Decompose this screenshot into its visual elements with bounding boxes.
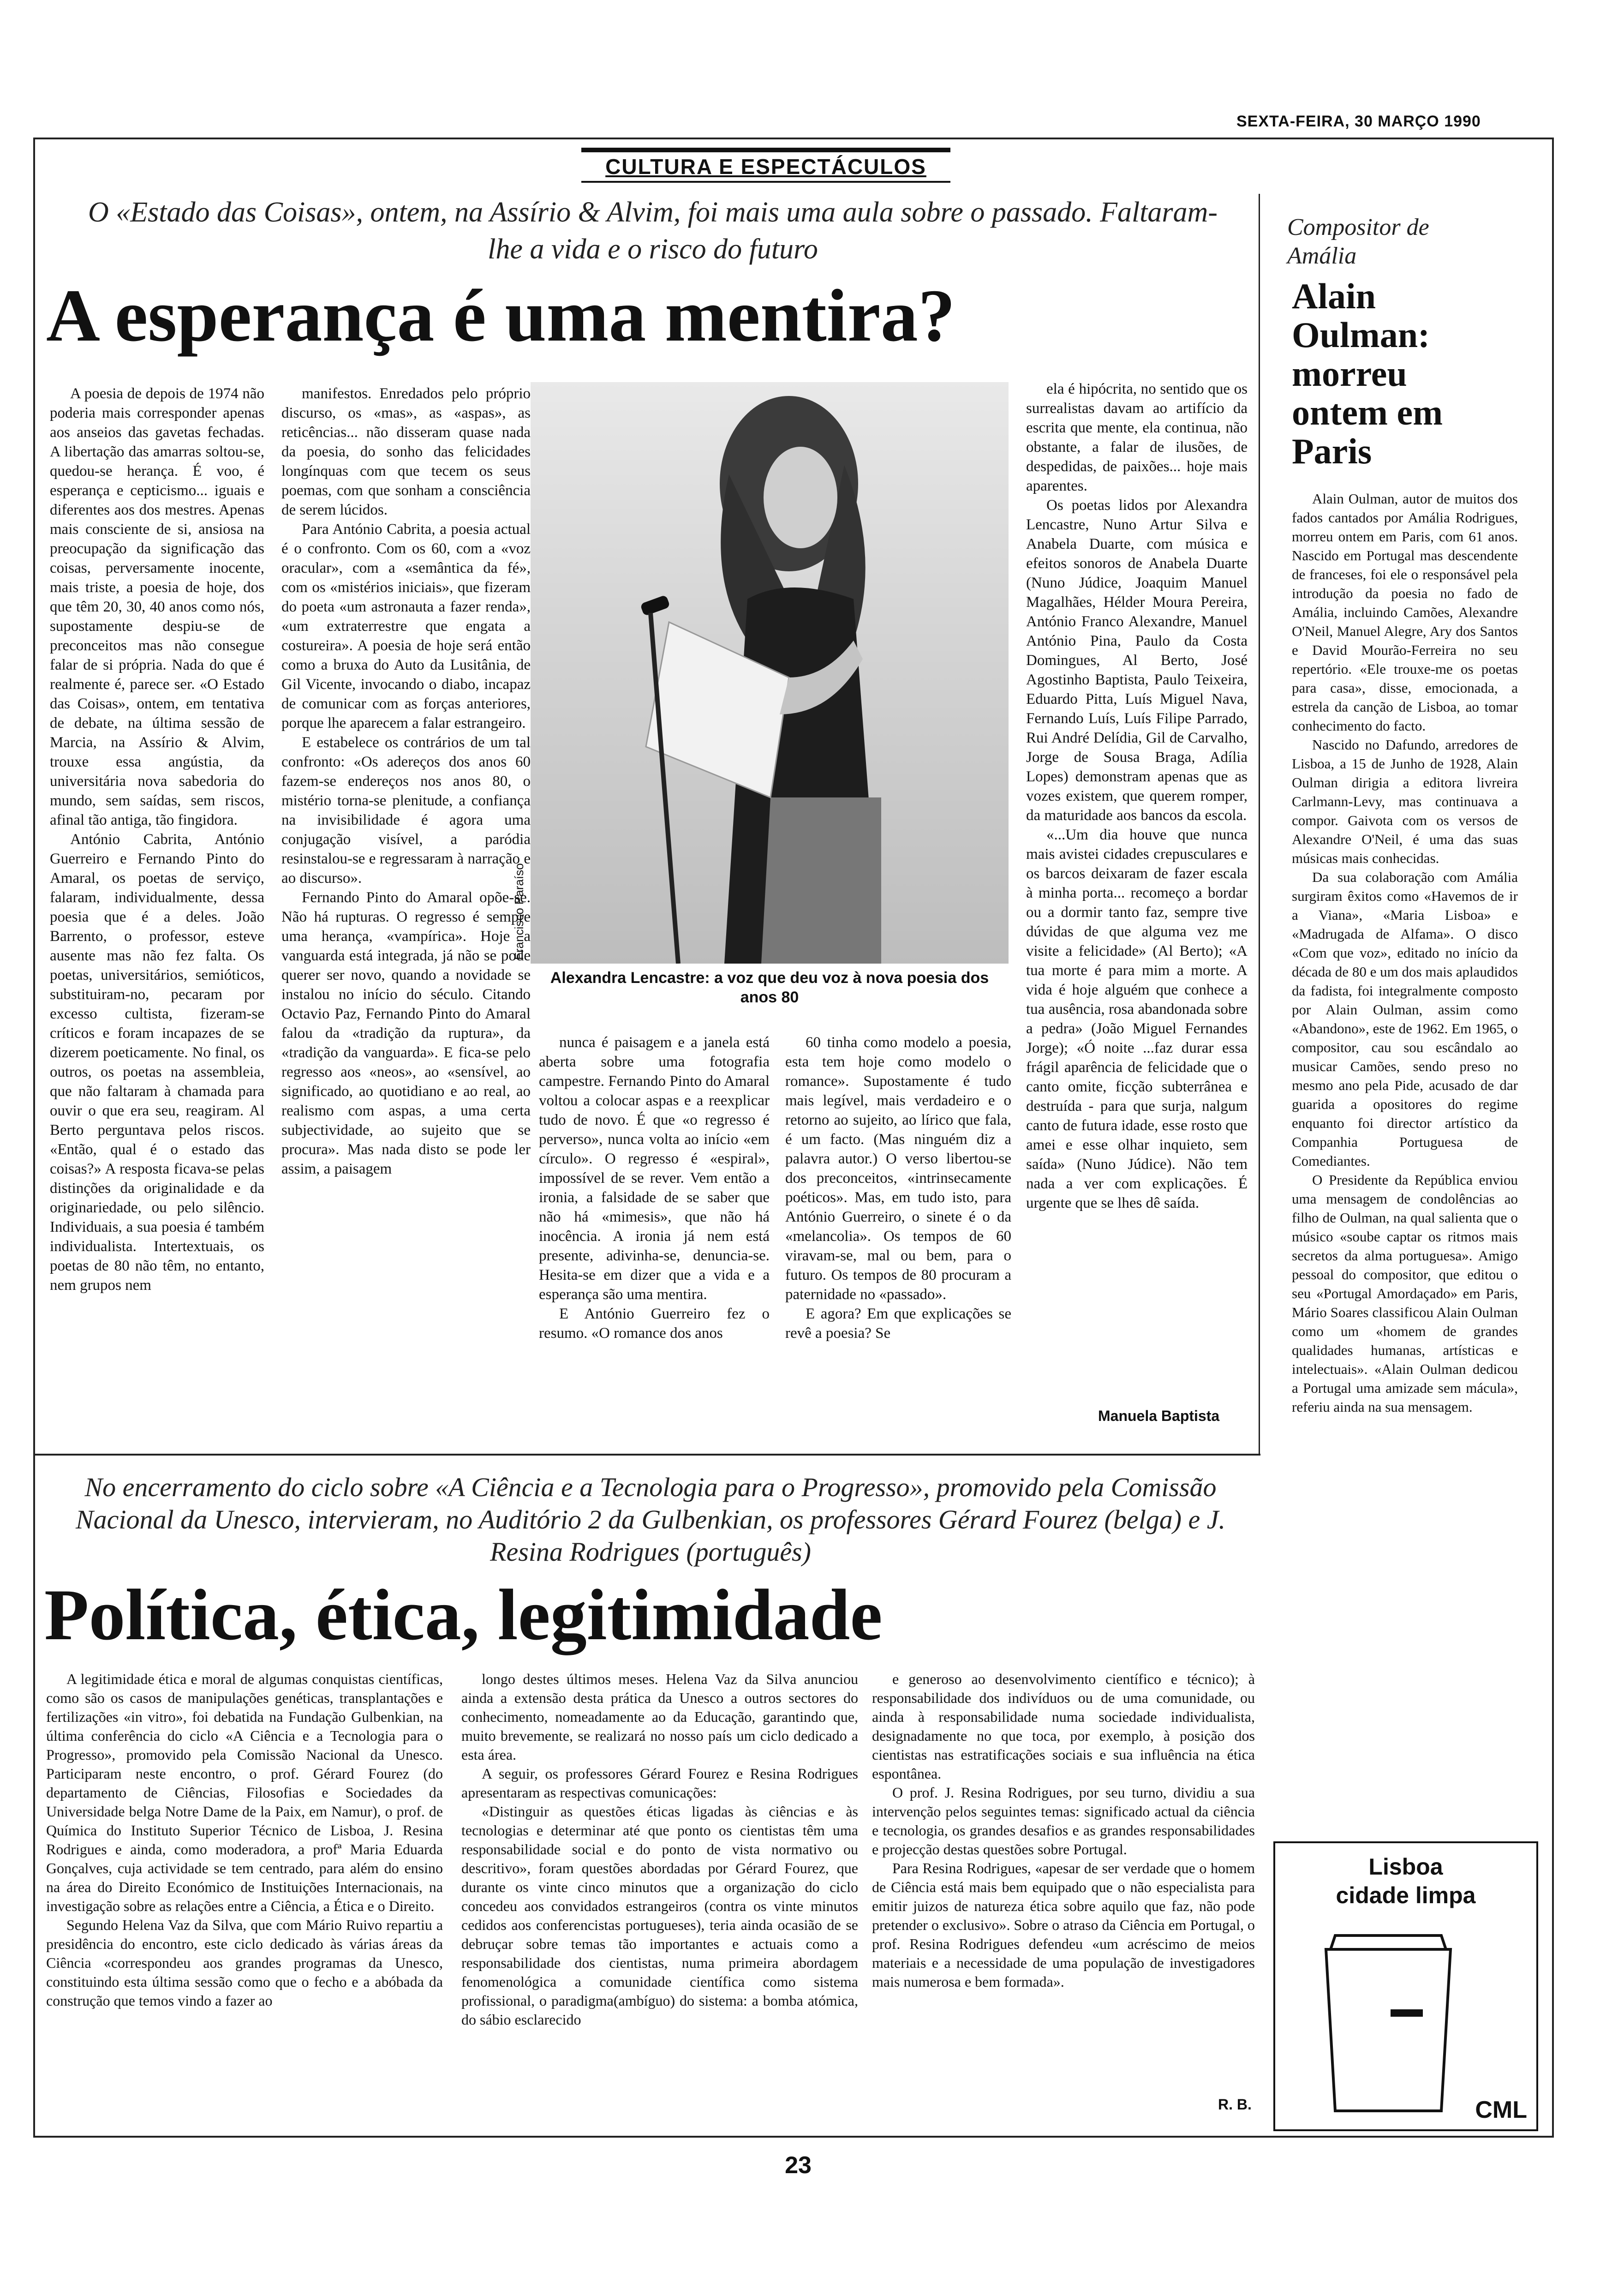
paragraph: nunca é paisagem e a janela está aberta sobre uma fotografia campestre. Fernando Pinto do Amaral voltou a colocar aspas e a reexplicar tudo de novo. É que «o regresso é perverso», nunca volta ao início «em círculo». O regresso é «espiral», impossível de se rever. Vem então a ironia, a falsidade de se saber que não há «mimesis», que não há inocência. A ironia já nem está presente, adivinha-se, denuncia-se. Hesita-se em dizer que a vida e a esperança são uma mentira. (539, 1034, 770, 1303)
paragraph: E António Guerreiro fez o resumo. «O romance dos anos (539, 1306, 770, 1342)
paragraph: António Cabrita, António Guerreiro e Fernando Pinto do Amaral, os poetas de serviço, falaram, individualmente, dessa poesia que é a deles. João Barrento, o professor, esteve ausente mas não fez falta. Os poetas, universitários, semióticos, substituiram-no, pecaram por excesso cultista, fizeram-se críticos e foram incapazes de se dizerem poeticamente. No final, os outros, os poetas na assembleia, que não faltaram à chamada para ouvir o que era seu, reagiram. Al Berto perguntava pelos riscos. «Então, qual é o estado das coisas?» A resposta ficava-se pelas distinções da originalidade e da originariedade, ou pelo silêncio. Individuais, a sua poesia é também individualista. Intertextuais, os poetas de 80 não têm, no entanto, nem grupos nem (50, 831, 264, 1294)
paragraph: «...Um dia houve que nunca mais avistei cidades crepusculares e os barcos deixaram de fazer escala à minha porta... recomeço a bordar ou a dormir tanto faz, sempre tive dúvidas de que alguma vez me visite a felicidade» (Al Berto); «A tua morte é para mim a morte. A vida é hoje alguém que conhece a tua ausência, rosa abandonada sobre a pedra» (João Miguel Fernandes Jorge); «Ó noite ...faz durar essa frágil aparência de felicidade que o canto omite, ficção subterrânea e destruída - para que surja, nalgum canto de futura idade, esse rosto que amei e esse olhar inquieto, sem saída» (Nuno Júdice). Não tem nada a ver com explicações. É urgente que se lhes dê saída. (1026, 827, 1248, 1211)
paragraph: Nascido no Dafundo, arredores de Lisboa, a 15 de Junho de 1928, Alain Oulman dirigia a editora livreira Carlmann-Levy, mas continuava a compor. Gaivota com os versos de Alexandre O'Neil, é uma das suas músicas mais conhecidas. (1292, 737, 1518, 866)
article1-deck: O «Estado das Coisas», ontem, na Assírio & Alvim, foi mais uma aula sobre o passado. Faltaram-lhe a vida e o risco do futuro (88, 197, 1218, 265)
paragraph: Alain Oulman, autor de muitos dos fados cantados por Amália Rodrigues, morreu ontem em Paris, com 61 anos. Nascido em Portugal mas descendente de franceses, foi ele o responsável pela introdução da poesia no fado de Amália, incluindo Camões, Alexandre O'Neil, Manuel Alegre, Ary dos Santos e David Mourão-Ferreira no seu repertório. «Ele trouxe-me os poetas para casa», disse, emocionada, a estrela da canção de Lisboa, ao tomar conhecimento do facto. (1292, 491, 1518, 734)
page-date: SEXTA-FEIRA, 30 MARÇO 1990 (1236, 113, 1481, 130)
photo-credit-text: Francisco Paraíso (512, 863, 526, 960)
article2-headline: Política, ética, legitimidade (44, 1575, 883, 1655)
article1-column-1 (50, 384, 264, 1450)
paragraph: «Distinguir as questões éticas ligadas às ciências e às tecnologias e determinar até que ponto os cientistas têm uma responsabilidade social e do ponto de vista normativo ou descritivo», foram questões abordadas por Gérard Fourez, que durante os vinte cinco minutos que a organização do ciclo concedeu aos convidados estrangeiros (contra os vinte minutos cedidos aos conferencistas portugueses), teria ainda ocasião de se debruçar sobre temas tão importantes e actuais como a responsabilidade dos cientistas, numa primeira abordagem fenomenológica a comunidade científica como sistema profissional, o paradigma(ambíguo) do sistema: a bomba atómica, do sábio esclarecido (461, 1803, 858, 2028)
paragraph: Fernando Pinto do Amaral opõe-se. Não há rupturas. O regresso é sempre uma herança, «vampírica». Hoje a vanguarda está integrada, já não se pode querer ser novo, quando a novidade se instalou no início do século. Citando Octavio Paz, Fernando Pinto do Amaral falou da «tradição da ruptura», da «tradição da vanguarda». E fica-se pelo regresso aos «neos», ao «sensível, ao significado, ao quotidiano e ao real, ao realismo com aspas, a uma certa subjectividade, ao sujeito que se procura». Mas nada disto se pode ler assim, a paisagem (281, 889, 531, 1177)
article1-column-5 (1026, 379, 1248, 1376)
paragraph: 60 tinha como modelo a poesia, esta tem hoje como modelo o romance». Supostamente é tudo mais legível, mais verdadeiro e o retorno ao sujeito, ao lírico que fala, é um facto. (Mas ninguém diz a palavra autor.) O verso libertou-se dos preconceitos, «intrinsecamente poéticos». Mas, em tudo isto, para António Guerreiro, o sinete é o da «melancolia». Os tempos de 60 viravam-se, mal ou bem, para o futuro. Os tempos de 80 procuram a paternidade no «passado». (785, 1034, 1011, 1303)
ad-line-1: Lisboa (1368, 1854, 1443, 1880)
ad-line-2: cidade limpa (1336, 1882, 1476, 1908)
paragraph: e generoso ao desenvolvimento científico e técnico); à responsabilidade dos indivíduos ou de uma comunidade, ou ainda à responsabilidade numa sociedade individualista, designadamente no que toca, por exemplo, à posição dos cientistas nas estratificações sociais e sua influência na ética espontânea. (872, 1671, 1255, 1782)
sidebar-body (1292, 489, 1518, 1828)
paragraph: A legitimidade ética e moral de algumas conquistas científicas, como são os casos de manipulações genéticas, transplantações e fertilizações «in vitro», foi debatida na Fundação Gulbenkian, na última conferência do ciclo «A Ciência e a Tecnologia para o Progresso», promovido pela Comissão Nacional da Unesco. Participaram neste encontro, o prof. Gérard Fourez (do departamento de Ciências, Filosofias e Sociedades da Universidade belga Notre Dame de la Paix, em Namur), o prof. de Química do Instituto Superior Técnico de Lisboa, J. Resina Rodrigues e ainda, como moderadora, a profª Maria Eduarda Gonçalves, cuja actividade se tem centrado, para além do ensino na área do Direito Económico de Instituições Internacionais, na investigação sobre as relações entre a Ciência, a Ética e o Direito. (46, 1671, 443, 1914)
article2-column-1 (46, 1670, 443, 2127)
article2-author: R. B. (1218, 2096, 1252, 2113)
paragraph: O Presidente da República enviou uma mensagem de condolências ao filho de Oulman, na qual salienta que o músico «soube captar os ritmos mais secretos da alma portuguesa». Amigo pessoal do compositor, que editou o seu «Portugal Amordaçado» em Paris, Mário Soares classificou Alain Oulman como um «homem de grandes qualidades humanas, artísticas e intelectuais». «Alain Oulman dedicou a Portugal uma amizade sem mácula», referiu ainda na sua mensagem. (1292, 1172, 1518, 1415)
top-rule (33, 138, 1554, 139)
waste-bin-icon (1308, 1922, 1474, 2115)
page-number (752, 2151, 844, 2179)
paragraph: Segundo Helena Vaz da Silva, que com Mário Ruivo repartiu a presidência do encontro, este ciclo dedicado às várias áreas da Ciência «correspondeu aos grandes programas da Unesco, constituindo esta última sessão como que o fecho e a abóbada da construção que temos vindo a fazer ao (46, 1917, 443, 2009)
paragraph: manifestos. Enredados pelo próprio discurso, os «mas», as «aspas», as reticências... não disseram quase nada da poesia, do sonho das felicidades longínquas com que tecem os seus poemas, com que sonham a consciência de serem lúcidos. (281, 385, 531, 518)
woman-reading-illustration (531, 382, 1009, 964)
article2-deck: No encerramento do ciclo sobre «A Ciência e a Tecnologia para o Progresso», promovido pela Comissão Nacional da Unesco, intervieram, no Auditório 2 da Gulbenkian, os professores Gérard Fourez (belga) e J. Resina Rodrigues (português) (75, 1472, 1226, 1567)
cml-logo: CML (1475, 2097, 1527, 2123)
sidebar-divider (1259, 194, 1260, 1454)
article-separator (33, 1454, 1260, 1456)
lisboa-cidade-limpa-ad (1273, 1841, 1538, 2131)
paragraph: A seguir, os professores Gérard Fourez e Resina Rodrigues apresentaram as respectivas comunicações: (461, 1765, 858, 1801)
article1-photo (531, 382, 1009, 964)
paragraph: ela é hipócrita, no sentido que os surrealistas davam ao artifício da escrita que mente, ela continua, não obstante, a falar de ilusões, de despedidas, de paixões... hoje mais aparentes. (1026, 381, 1248, 494)
photo-caption: Alexandra Lencastre: a voz que deu voz à nova poesia dos anos 80 (550, 969, 989, 1006)
article2-column-3 (872, 1670, 1255, 2099)
left-rule (33, 138, 35, 2136)
paragraph: Da sua colaboração com Amália surgiram êxitos como «Havemos de ir a Viana», «Maria Lisboa» e «Madrugada de Alfama». O disco «Com que voz», editado no início da década de 80 e um dos mais aplaudidos da fadista, foi integralmente composto por Alain Oulman, assim como «Abandono», este de 1962. Em 1965, o compositor, cau sou escândalo ao musicar Camões, sendo preso no mesmo ano pela Pide, acusado de dar guarida a opositores do regime enquanto foi director artístico da Companhia Portuguesa de Comediantes. (1292, 869, 1518, 1169)
paragraph: Para Resina Rodrigues, «apesar de ser verdade que o homem de Ciência está mais bem equipado que o não especialista para emitir juizos de natureza ética sobre aquilo que faz, não pode pretender o exclusivo». Sobre o atraso da Ciência em Portugal, o prof. Resina Rodrigues defendeu «um acréscimo de meios materiais e a necessidade de uma população de investigadores mais numerosa e bem formada». (872, 1860, 1255, 1990)
article2-column-2 (461, 1670, 858, 2127)
section-tag (581, 148, 950, 183)
photo-credit (512, 840, 531, 960)
article1-column-4 (785, 1033, 1011, 1448)
right-rule (1552, 138, 1554, 2136)
paragraph: A poesia de depois de 1974 não poderia mais corresponder apenas aos anseios das gavetas fechadas. A libertação das amarras soltou-se, quedou-se herança. É voo, é esperança e cepticismo... iguais e diferentes aos dos mestres. Apenas mais consciente de si, ansiosa na preocupação da significação das coisas, perversamente inocente, mais triste, a poesia de hoje, dos que têm 20, 30, 40 anos como nós, supostamente despiu-se de preconceitos mas não consegue falar de si própria. Nada do que é realmente é, parece ser. «O Estado das Coisas», ontem, em tentativa de debate, na última sessão de Marcia, na Assírio & Alvim, trouxe essa angústia, da universitária nova sabedoria do mundo, sem saídas, sem riscos, afinal tão antiga, tão fingidora. (50, 385, 264, 828)
paragraph: E agora? Em que explicações se revê a poesia? Se (785, 1306, 1011, 1342)
page-number-text: 23 (785, 2152, 812, 2179)
article1-headline: A esperança é uma mentira? (46, 275, 955, 357)
paragraph: E estabelece os contrários de um tal confronto: «Os adereços dos anos 60 fazem-se endereços nos anos 80, o mistério torna-se plenitude, a confiança na invisibilidade é agora uma conjugação visível, a paródia resinstalou-se e regressaram à narração e ao discurso». (281, 734, 531, 887)
section-title: CULTURA E ESPECTÁCULOS (605, 155, 926, 179)
article1-author: Manuela Baptista (1098, 1408, 1220, 1424)
sidebar-headline: Alain Oulman: morreu ontem em Paris (1292, 276, 1443, 471)
sidebar-kicker: Compositor de Amália (1287, 214, 1429, 269)
paragraph: Para António Cabrita, a poesia actual é o confronto. Com os 60, com a «voz oracular», com a «semântica da fé», com os «mistérios iniciais», que fizeram do poeta «um astronauta a fazer renda», «um extraterrestre que engata a costureira». A poesia de hoje será então como a bruxa do Auto da Lusitânia, de Gil Vicente, invocando o diabo, incapaz de comunicar com as forças anteriores, porque lhe aparecem a falar estrangeiro. (281, 521, 531, 731)
article1-column-3 (539, 1033, 770, 1448)
bottom-rule (33, 2136, 1554, 2138)
paragraph: O prof. J. Resina Rodrigues, por seu turno, dividiu a sua intervenção pelos seguintes temas: significado actual da ciência e tecnologia, os grandes desafios e as grandes responsabilidades e projecção destas questões sobre Portugal. (872, 1784, 1255, 1858)
article1-column-2 (281, 384, 531, 1450)
paragraph: Os poetas lidos por Alexandra Lencastre, Nuno Artur Silva e Anabela Duarte, com música e efeitos sonoros de Anabela Duarte (Nuno Júdice, Joaquim Manuel Magalhães, Hélder Moura Pereira, António Franco Alexandre, Manuel António Pina, Paulo da Costa Domingues, Al Berto, José Agostinho Baptista, Paulo Teixeira, Eduardo Pitta, Luís Miguel Nava, Fernando Luís, Luís Filipe Parrado, Rui André Delídia, Gil de Carvalho, Jorge de Sousa Braga, Adília Lopes) demonstram apenas que as vozes existem, que querem romper, da maturidade aos bancos da escola. (1026, 497, 1248, 824)
paragraph: longo destes últimos meses. Helena Vaz da Silva anunciou ainda a extensão desta prática da Unesco a outros sectores do conhecimento, nomeadamente ao da Educação, garantindo que, muito brevemente, se realizará no nosso país um ciclo dedicado a esta área. (461, 1671, 858, 1763)
